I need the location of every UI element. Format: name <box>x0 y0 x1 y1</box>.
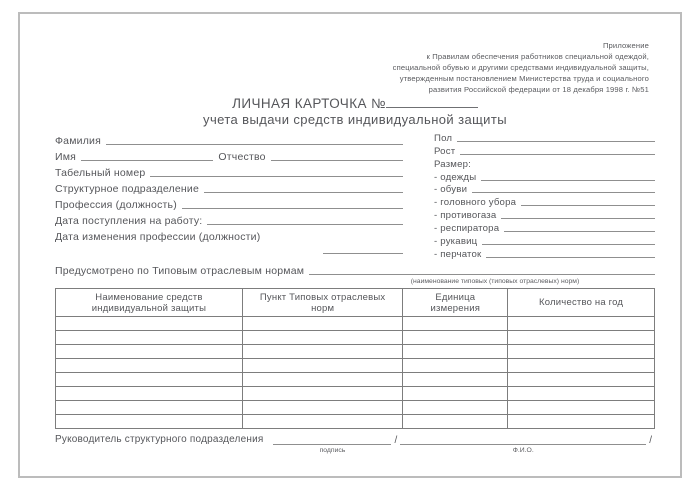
table-cell <box>508 401 655 415</box>
table-row <box>56 401 655 415</box>
blank-line <box>482 244 655 245</box>
field-label: Табельный номер <box>55 167 146 179</box>
blank-line <box>271 160 403 161</box>
blank-line <box>504 231 655 232</box>
field-label: - рукавиц <box>434 236 478 248</box>
appendix-line: специальной обувью и другими средствами индивидуальной защиты, <box>392 63 649 72</box>
norms-section <box>55 263 655 286</box>
field-label: Дата изменения профессии (должности) <box>55 231 261 243</box>
form-title-line1 <box>55 96 655 112</box>
table-header <box>56 289 655 317</box>
blank-line <box>521 205 655 206</box>
blank-line <box>460 154 655 155</box>
table-cell <box>403 373 508 387</box>
signature-section <box>55 432 655 455</box>
table-cell <box>508 345 655 359</box>
table-row <box>56 415 655 429</box>
table-cell <box>403 359 508 373</box>
table-cell <box>242 317 403 331</box>
profession-change-blank-row <box>55 243 403 255</box>
blank-line <box>106 144 403 145</box>
field-size-respirator <box>434 221 655 234</box>
field-label: Размер: <box>434 158 472 170</box>
column-header: Наименование средств индивидуальной защиты <box>56 289 243 317</box>
table-cell <box>508 359 655 373</box>
table-cell <box>56 345 243 359</box>
column-header: Пункт Типовых отраслевых норм <box>242 289 403 317</box>
field-label: Предусмотрено по Типовым отраслевым нормам <box>55 265 305 277</box>
table-cell <box>403 317 508 331</box>
name-caption: Ф.И.О. <box>512 447 534 454</box>
field-size-footwear <box>434 183 655 196</box>
table-cell <box>403 387 508 401</box>
blank-line <box>457 141 655 142</box>
table-row <box>56 331 655 345</box>
table-row <box>56 359 655 373</box>
field-size-gloves <box>434 247 655 260</box>
blank-line <box>400 432 646 445</box>
appendix-note <box>393 40 649 95</box>
issue-norms-table-body <box>56 317 655 429</box>
table-cell <box>403 401 508 415</box>
field-label: - респиратора <box>434 223 500 235</box>
signature-caption: подпись <box>319 447 346 454</box>
table-cell <box>56 317 243 331</box>
table-cell <box>403 331 508 345</box>
field-label: - головного убора <box>434 197 517 209</box>
blank-line <box>309 274 655 275</box>
blank-line <box>481 180 655 181</box>
table-cell <box>56 387 243 401</box>
issue-norms-table <box>55 288 655 429</box>
blank-line <box>486 257 655 258</box>
field-label: Профессия (должность) <box>55 199 177 211</box>
field-size-mittens <box>434 234 655 247</box>
table-cell <box>403 415 508 429</box>
table-header-row <box>56 289 655 317</box>
name-field <box>400 432 646 455</box>
field-norms <box>55 263 655 277</box>
field-size-header <box>434 157 655 170</box>
table-cell <box>56 331 243 345</box>
table-cell <box>56 415 243 429</box>
field-label: - обуви <box>434 184 468 196</box>
form-page <box>18 12 682 478</box>
table-cell <box>242 331 403 345</box>
field-department <box>55 179 403 195</box>
form-title-text: ЛИЧНАЯ КАРТОЧКА № <box>232 96 386 111</box>
field-hire-date <box>55 211 403 227</box>
blank-line <box>323 243 403 254</box>
table-cell <box>242 415 403 429</box>
field-profession-change-date <box>55 227 403 243</box>
table-cell <box>56 401 243 415</box>
appendix-line: к Правилам обеспечения работников специальной одеждой, <box>426 52 649 61</box>
field-height <box>434 144 655 157</box>
personal-fields-column <box>55 131 403 260</box>
appendix-line: развития Российской федерации от 18 декабря 1998 г. №51 <box>428 85 649 94</box>
field-label: Отчество <box>218 151 266 163</box>
table-cell <box>242 345 403 359</box>
blank-line <box>204 192 403 193</box>
physical-fields-column <box>434 131 655 260</box>
table-cell <box>242 387 403 401</box>
field-label: - перчаток <box>434 248 482 260</box>
table-cell <box>508 415 655 429</box>
blank-line <box>472 192 655 193</box>
field-label: Фамилия <box>55 135 101 147</box>
column-header: Количество на год <box>508 289 655 317</box>
slash-separator: / <box>649 435 652 446</box>
field-label: - одежды <box>434 171 477 183</box>
field-label: Дата поступления на работу: <box>55 215 203 227</box>
blank-line <box>182 208 403 209</box>
blank-line <box>501 218 655 219</box>
table-cell <box>508 331 655 345</box>
field-size-clothing <box>434 170 655 183</box>
table-cell <box>242 359 403 373</box>
blank-line <box>207 224 403 225</box>
table-row <box>56 345 655 359</box>
field-size-gas-mask <box>434 208 655 221</box>
blank-line <box>150 176 403 177</box>
field-label: Рост <box>434 145 456 157</box>
column-header: Единица измерения <box>403 289 508 317</box>
table-row <box>56 387 655 401</box>
blank-line <box>81 160 213 161</box>
field-sex <box>434 131 655 144</box>
table-cell <box>242 401 403 415</box>
signature-label: Руководитель структурного подразделения <box>55 434 264 445</box>
form-title <box>55 96 655 127</box>
norms-caption: (наименование типовых (типовых отраслевых) норм) <box>410 278 580 285</box>
form-title-line2: учета выдачи средств индивидуальной защиты <box>203 112 507 127</box>
table-cell <box>508 373 655 387</box>
appendix-line: Приложение <box>602 41 649 50</box>
blank-line <box>273 432 391 445</box>
table-cell <box>56 359 243 373</box>
table-cell <box>403 345 508 359</box>
table-row <box>56 373 655 387</box>
slash-separator: / <box>394 435 398 446</box>
field-label: Структурное подразделение <box>55 183 200 195</box>
table-cell <box>508 387 655 401</box>
field-last-name <box>55 131 403 147</box>
field-label: Пол <box>434 132 453 144</box>
table-cell <box>56 373 243 387</box>
signature-field <box>273 432 391 455</box>
field-size-headgear <box>434 195 655 208</box>
appendix-line: утвержденным постановлением Министерства труда и социального <box>399 74 649 83</box>
field-profession <box>55 195 403 211</box>
table-cell <box>508 317 655 331</box>
table-cell <box>242 373 403 387</box>
card-number-blank <box>386 96 478 108</box>
field-personnel-number <box>55 163 403 179</box>
field-label: Имя <box>55 151 77 163</box>
field-first-middle-name <box>55 147 403 163</box>
table-row <box>56 317 655 331</box>
field-label: - противогаза <box>434 210 497 222</box>
fields-area <box>55 131 655 260</box>
